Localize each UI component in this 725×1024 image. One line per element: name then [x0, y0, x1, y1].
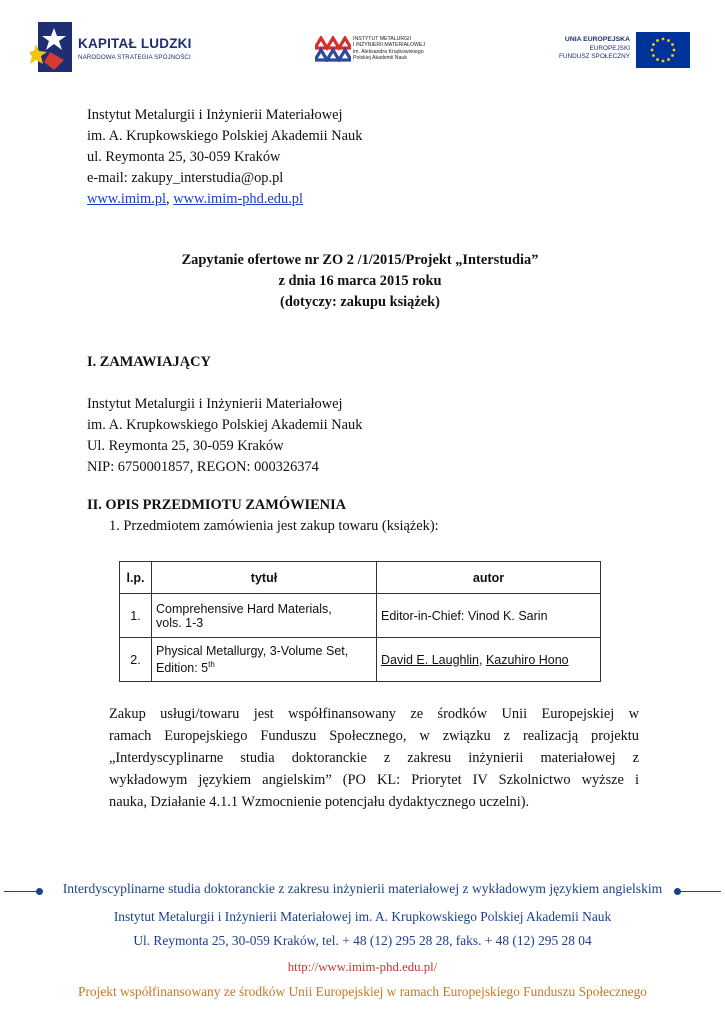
sender-links: www.imim.pl, www.imim-phd.edu.pl: [87, 191, 303, 207]
books-table: [119, 561, 601, 682]
footer-institute: Instytut Metalurgii i Inżynierii Materiałowej im. A. Krupkowskiego Polskiej Akademii Nauk: [113, 909, 612, 924]
section-1-heading: I. ZAMAWIAJĄCY: [87, 354, 211, 370]
table-header-lp: l.p.: [120, 562, 152, 594]
footer-contact: Ul. Reymonta 25, 30-059 Kraków, tel. + 48 (12) 295 28 28, faks. + 48 (12) 295 28 04: [133, 933, 592, 948]
kapital-ludzki-subtitle: NARODOWA STRATEGIA SPÓJNOŚCI: [78, 54, 191, 61]
eu-star-icon: [667, 58, 670, 61]
table-header-title: tytuł: [152, 562, 377, 594]
table-row: 1. Comprehensive Hard Materials, vols. 1-3 Editor-in-Chief: Vinod K. Sarin: [120, 594, 601, 638]
imim-emblem-icon: [315, 36, 351, 62]
order-item-1: 1. Przedmiotem zamówienia jest zakup towaru (książek):: [109, 518, 439, 534]
document-title: Zapytanie ofertowe nr ZO 2 /1/2015/Projekt „Interstudia” z dnia 16 marca 2015 roku (dotyczy: zakupu książek): [181, 252, 539, 310]
imim-logo-text: INSTYTUT METALURGII I INŻYNIERII MATERIAŁOWEJ im. Aleksandra Krupkowskiego Polskiej Akademii Nauk: [353, 36, 425, 61]
eu-logo-text: UNIA EUROPEJSKA EUROPEJSKI FUNDUSZ SPOŁECZNY: [558, 36, 630, 60]
eu-star-icon: [671, 43, 674, 46]
table-header-row: [120, 562, 601, 594]
eu-star-icon: [652, 54, 655, 57]
table-header-author: autor: [377, 562, 601, 594]
eu-logo: [540, 30, 692, 70]
kapital-ludzki-title: KAPITAŁ LUDZKI: [78, 36, 192, 51]
funding-paragraph: Zakup usługi/towaru jest współfinansowany ze środków Unii Europejskiej w ramach Europejskiego Funduszu Społecznego, w związku z realizacją projektu „Interdyscyplinarne studia doktoranckie z zakresu inżynierii materiałowej z wykładowym językiem angielskim” (PO KL: Priorytet IV Szkolnictwo wyższe i nauka, Działanie 4.1.1 Wzmocnienie potencjału dydaktycznego uczelni).: [109, 706, 639, 810]
eu-star-icon: [651, 49, 654, 52]
eu-star-icon: [671, 54, 674, 57]
eu-star-icon: [656, 39, 659, 42]
footer-url[interactable]: http://www.imim-phd.edu.pl/: [287, 960, 438, 974]
eu-star-icon: [667, 39, 670, 42]
section-2-heading: II. OPIS PRZEDMIOTU ZAMÓWIENIA: [87, 497, 347, 513]
eu-star-icon: [662, 38, 665, 41]
buyer-address: Instytut Metalurgii i Inżynierii Materiałowej im. A. Krupkowskiego Polskiej Akademii Nauk Ul. Reymonta 25, 30-059 Kraków NIP: 6750001857, REGON: 000326374: [87, 396, 363, 475]
author-link-laughlin[interactable]: David E. Laughlin: [381, 652, 479, 667]
author-link-hono[interactable]: Kazuhiro Hono: [485, 652, 569, 667]
table-row: 2. Physical Metallurgy, 3-Volume Set, Edition: 5th David E. Laughlin, Kazuhiro Hono: [120, 638, 601, 682]
eu-star-icon: [662, 60, 665, 63]
footer-project-name: Interdyscyplinarne studia doktoranckie z zakresu inżynierii materiałowej z wykładowym językiem angielskim: [62, 881, 663, 896]
eu-star-icon: [656, 58, 659, 61]
footer-funding: Projekt współfinansowany ze środków Unii Europejskiej w ramach Europejskiego Funduszu Społecznego: [78, 984, 647, 999]
kapital-ludzki-logo: [30, 22, 200, 74]
eu-star-icon: [652, 43, 655, 46]
eu-flag-icon: [636, 32, 690, 68]
link-imim-phd[interactable]: www.imim-phd.edu.pl: [173, 191, 303, 207]
sender-address: Instytut Metalurgii i Inżynierii Materiałowej im. A. Krupkowskiego Polskiej Akademii Nauk ul. Reymonta 25, 30-059 Kraków e-mail: zakupy_interstudia@op.pl www.imim.pl, www.imim-phd.edu.pl: [87, 105, 362, 210]
link-imim[interactable]: www.imim.pl: [87, 191, 167, 207]
imim-logo: [315, 34, 455, 66]
kapital-ludzki-emblem-icon: [30, 22, 72, 72]
eu-star-icon: [673, 49, 676, 52]
sender-email: e-mail: zakupy_interstudia@op.pl: [87, 170, 284, 186]
